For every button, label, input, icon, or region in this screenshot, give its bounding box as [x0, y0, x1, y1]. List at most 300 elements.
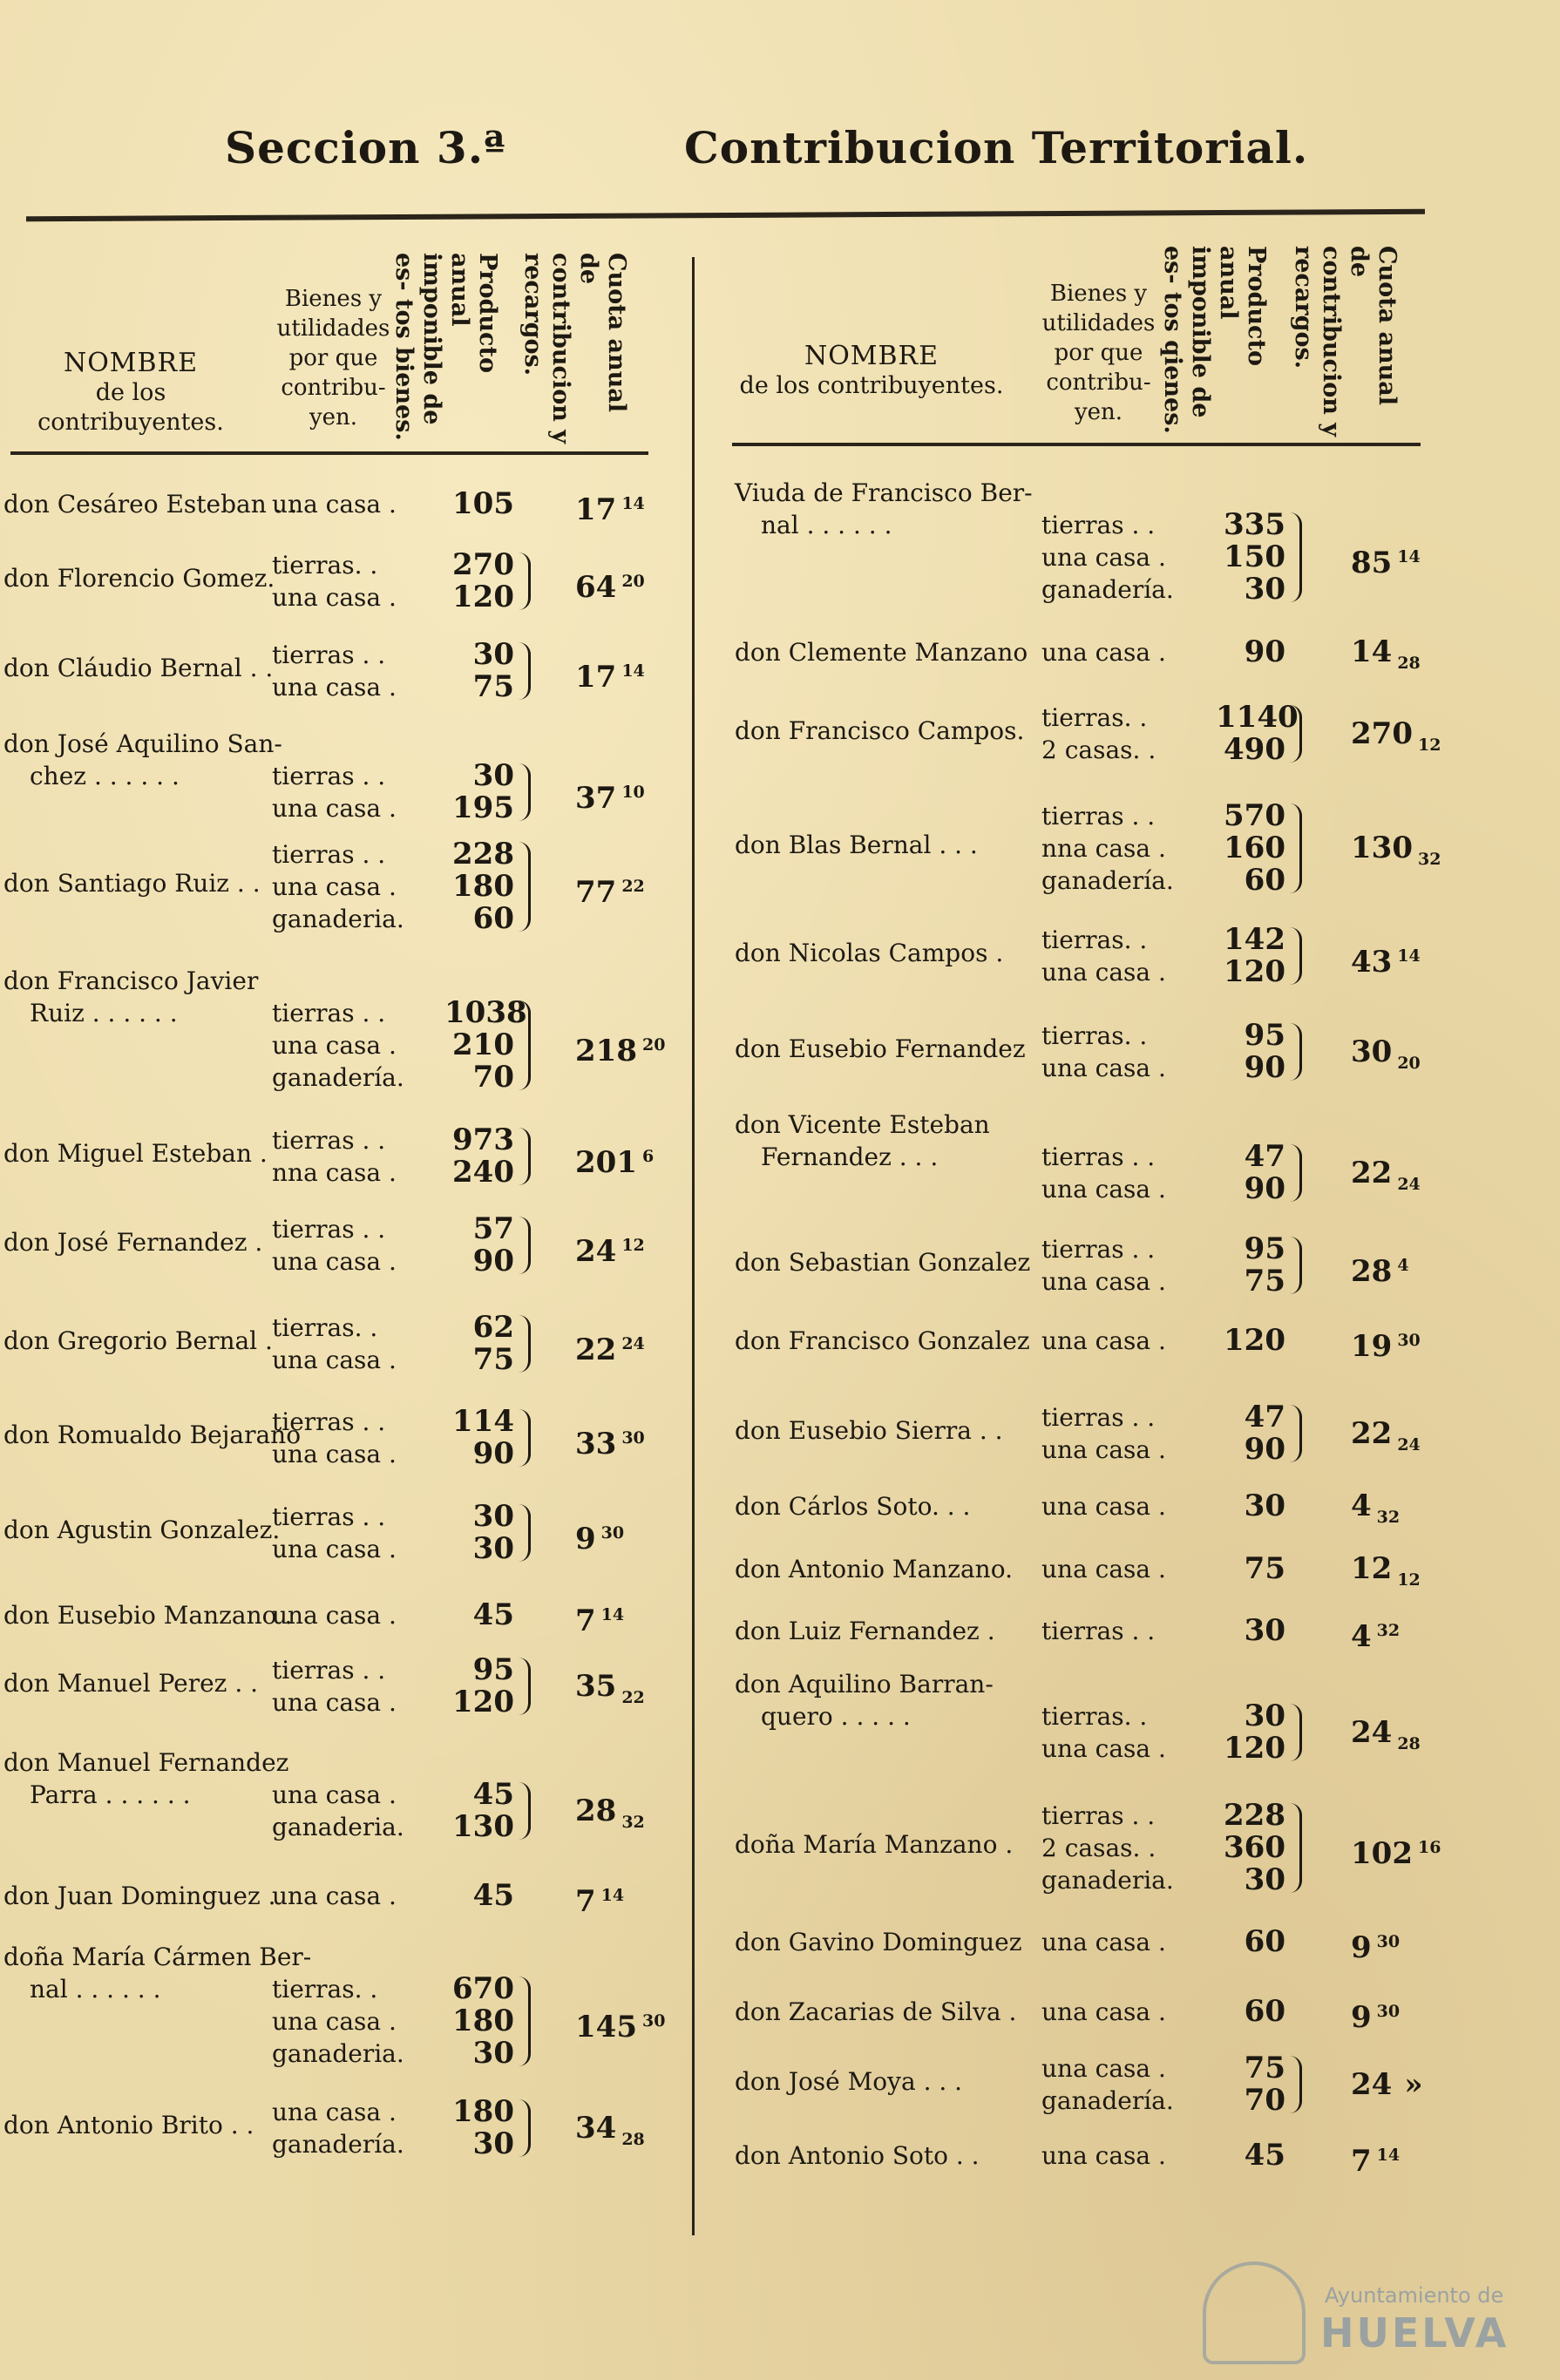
quota-main: 9: [1351, 2000, 1372, 2035]
property-item: una casa .: [1041, 1928, 1166, 1956]
taxable-value: 30: [1244, 1613, 1285, 1648]
quota-fraction: 20: [641, 1035, 666, 1054]
property-item: una casa .: [272, 2098, 397, 2126]
annual-quota: [1351, 1926, 1400, 1964]
taxable-value: 60: [472, 901, 514, 936]
quota-main: 43: [1351, 944, 1393, 980]
taxable-value: 90: [1244, 1432, 1285, 1467]
contributor-name: don Francisco Campos.: [735, 715, 1025, 745]
contributor-name: doña María Manzano .: [735, 1830, 1014, 1859]
quota-main: 24: [1351, 1714, 1393, 1750]
property-item: tierras. .: [1041, 926, 1148, 954]
header-bienes-5: yen.: [1074, 399, 1123, 425]
taxable-value: 120: [452, 580, 514, 614]
property-item: una casa .: [1041, 543, 1166, 572]
annual-quota: [1351, 832, 1441, 876]
property-item: tierras . .: [272, 641, 386, 669]
taxable-value: 160: [1224, 831, 1285, 865]
quota-fraction: 24: [1397, 1434, 1421, 1454]
quota-fraction: 16: [1417, 1838, 1441, 1857]
property-item: una casa .: [272, 1440, 397, 1468]
quota-main: 4: [1351, 1619, 1372, 1654]
header-name-sub: de los contribuyentes.: [37, 379, 224, 436]
header-producto-left: Producto anual imponible de es- tos bienes.: [390, 253, 501, 441]
property-item: una casa .: [272, 2007, 397, 2036]
property-item: tierras . .: [272, 1656, 386, 1685]
property-item: tierras . .: [272, 1215, 386, 1244]
quota-main: 130: [1351, 831, 1413, 865]
quota-fraction: 32: [1376, 1621, 1401, 1640]
taxable-value: 490: [1224, 732, 1285, 767]
contributor-name: don Nicolas Campos .: [735, 938, 1004, 967]
contributor-name: don José Moya . . .: [735, 2066, 963, 2096]
brace-icon: [1287, 1803, 1302, 1893]
property-item: una casa .: [272, 1882, 397, 1910]
quota-main: 24: [575, 1233, 617, 1269]
contributor-name: don Francisco Javier: [3, 966, 259, 995]
taxable-value: 228: [452, 837, 514, 871]
quota-main: 145: [575, 2010, 637, 2044]
quota-main: 34: [575, 2110, 617, 2146]
quota-main: 22: [1351, 1155, 1393, 1190]
brace-icon: [1287, 512, 1302, 602]
property-item: 2 casas. .: [1041, 1834, 1156, 1862]
property-item: una casa .: [272, 794, 397, 823]
quota-main: 17: [575, 492, 617, 527]
taxable-value: 30: [472, 2126, 514, 2161]
brace-icon: [1287, 1704, 1302, 1761]
contributor-name: don José Aquilino San-: [3, 729, 282, 758]
quota-main: 22: [575, 1332, 617, 1367]
property-item: una casa .: [272, 1346, 397, 1374]
annual-quota: [1351, 1996, 1400, 2034]
header-bienes-right: [1027, 279, 1170, 427]
property-item: tierras . .: [272, 1502, 386, 1531]
quota-main: 9: [1351, 1930, 1372, 1965]
quota-fraction: 30: [1376, 2002, 1401, 2021]
quota-fraction: 14: [621, 661, 645, 681]
contributor-name: don José Fernandez .: [3, 1227, 263, 1257]
taxable-value: 30: [1244, 1699, 1285, 1733]
taxable-value: 30: [472, 758, 514, 793]
property-item: ganadería.: [1041, 575, 1174, 604]
annual-quota: [575, 1517, 624, 1556]
annual-quota: [1351, 940, 1421, 979]
header-bienes-2: utilidades: [1041, 310, 1156, 336]
taxable-value: 45: [472, 1777, 514, 1812]
quota-fraction: 30: [641, 2011, 666, 2031]
quota-main: 102: [1351, 1836, 1413, 1871]
annual-quota: [1351, 636, 1421, 680]
annual-quota: [575, 1029, 665, 1068]
quota-fraction: 12: [1397, 1570, 1421, 1590]
quota-main: 28: [1351, 1253, 1393, 1289]
property-item: tierras . .: [1041, 1143, 1156, 1171]
header-rule-right: [732, 443, 1421, 446]
brace-icon: [1287, 2056, 1302, 2113]
taxable-value: 180: [452, 869, 514, 904]
annual-quota: [575, 871, 645, 909]
taxable-value: 670: [452, 1971, 514, 2006]
taxable-value: 180: [452, 2004, 514, 2038]
taxable-value: 75: [1244, 1264, 1285, 1298]
property-item: nna casa .: [1041, 834, 1166, 863]
header-name-label: NOMBRE: [804, 341, 939, 371]
property-item: una casa .: [1041, 1175, 1166, 1204]
quota-fraction: 14: [600, 1605, 625, 1624]
taxable-value: 90: [1244, 1171, 1285, 1206]
taxable-value: 180: [452, 2094, 514, 2129]
contributor-name: don Vicente Esteban: [735, 1110, 990, 1139]
brace-icon: [516, 1128, 531, 1185]
contributor-name: don Antonio Brito . .: [3, 2110, 254, 2139]
brace-icon: [516, 1504, 531, 1562]
taxable-value: 75: [472, 1342, 514, 1377]
taxable-value: 60: [1244, 1924, 1285, 1959]
property-item: una casa .: [1041, 1326, 1166, 1355]
property-item: una casa .: [1041, 2141, 1166, 2170]
property-item: tierras . .: [1041, 1617, 1156, 1645]
property-item: una casa .: [1041, 1435, 1166, 1464]
brace-icon: [1287, 804, 1302, 893]
quota-fraction: 20: [621, 571, 645, 591]
property-item: una casa .: [272, 1601, 397, 1630]
brace-icon: [1287, 705, 1302, 763]
annual-quota: [1351, 2139, 1400, 2178]
property-item: una casa .: [272, 1688, 397, 1717]
header-bienes-3: por que: [1054, 340, 1143, 366]
taxable-value: 60: [1244, 863, 1285, 898]
annual-quota: [575, 2112, 645, 2156]
property-item: una casa .: [1041, 1555, 1166, 1583]
taxable-value: 57: [472, 1211, 514, 1246]
quota-fraction: 6: [641, 1146, 655, 1166]
page-title: Contribucion Territorial.: [684, 122, 1309, 173]
property-item: ganadería.: [272, 2130, 404, 2159]
brace-icon: [516, 842, 531, 932]
header-name-right: [732, 342, 1011, 401]
brace-icon: [516, 553, 531, 610]
property-item: una casa .: [1041, 958, 1166, 987]
annual-quota: [575, 1795, 645, 1839]
contributor-name: don Aquilino Barran-: [735, 1670, 994, 1699]
property-item: tierras . .: [272, 1126, 386, 1155]
taxable-value: 60: [1244, 1994, 1285, 2029]
contributor-name: don Eusebio Fernandez: [735, 1034, 1026, 1063]
quota-fraction: 22: [621, 1687, 645, 1707]
contributor-name: don Zacarias de Silva .: [735, 1997, 1017, 2026]
contributor-name: don Gregorio Bernal .: [3, 1326, 273, 1355]
taxable-value: 105: [452, 486, 514, 521]
taxable-value: 195: [452, 790, 514, 825]
brace-icon: [516, 1409, 531, 1467]
stamp-line-1: Ayuntamiento de: [1325, 2283, 1504, 2308]
quota-fraction: 24: [1397, 1174, 1421, 1194]
property-item: una casa .: [272, 583, 397, 612]
property-item: ganadería.: [1041, 2086, 1174, 2115]
header-producto-right: Producto anual imponible de es- tos qienes.: [1159, 246, 1270, 434]
quota-main: 19: [1351, 1329, 1393, 1364]
property-item: tierras . .: [272, 840, 386, 869]
header-bienes-1: Bienes y: [284, 286, 383, 312]
property-item: ganaderia.: [272, 1813, 404, 1841]
contributor-name: don Luiz Fernandez .: [735, 1617, 995, 1645]
property-item: nna casa .: [272, 1158, 397, 1187]
taxable-value: 95: [472, 1652, 514, 1687]
taxable-value: 150: [1224, 539, 1285, 574]
property-item: una casa .: [1041, 1734, 1166, 1763]
column-divider: [692, 257, 695, 2235]
property-item: tierras. .: [1041, 1021, 1148, 1050]
quota-main: 7: [1351, 2144, 1372, 2179]
taxable-value: 30: [1244, 1862, 1285, 1897]
annual-quota: [1351, 1325, 1421, 1363]
taxable-value: 973: [452, 1122, 514, 1157]
contributor-name: don Cesáreo Esteban . .: [3, 490, 298, 519]
contributor-name: don Blas Bernal . . .: [735, 831, 978, 859]
contributor-name: don Clemente Manzano: [735, 638, 1028, 667]
quota-main: 270: [1351, 715, 1413, 751]
property-item: tierras. .: [1041, 1702, 1148, 1731]
taxable-value: 30: [472, 1531, 514, 1566]
quota-main: 64: [575, 569, 617, 605]
contributor-name: don Agustin Gonzalez.: [3, 1515, 281, 1544]
quota-fraction: 12: [621, 1235, 645, 1255]
contributor-name: don Antonio Soto . .: [735, 2141, 980, 2170]
header-bienes-left: [261, 284, 405, 432]
brace-icon: [516, 763, 531, 821]
city-seal-icon: [1203, 2261, 1306, 2364]
property-item: tierras . .: [272, 999, 386, 1027]
taxable-value: 30: [472, 1499, 514, 1534]
quota-main: 85: [1351, 546, 1393, 580]
annual-quota: [1351, 1615, 1400, 1653]
annual-quota: [575, 1599, 624, 1638]
quota-fraction: 32: [1376, 1508, 1401, 1527]
quota-fraction: 30: [1376, 1932, 1401, 1951]
quota-main: 77: [575, 875, 617, 910]
quota-main: 33: [575, 1426, 617, 1461]
property-item: una casa .: [272, 673, 397, 702]
taxable-value: 120: [452, 1685, 514, 1719]
header-name-left: [0, 349, 261, 437]
quota-fraction: 24: [621, 1333, 645, 1353]
quota-fraction: 30: [1397, 1331, 1421, 1350]
contributor-name: don Romualdo Bejarano: [3, 1420, 302, 1449]
taxable-value: 45: [472, 1597, 514, 1632]
contributor-name: don Antonio Manzano.: [735, 1555, 1013, 1583]
taxable-value: 90: [1244, 634, 1285, 669]
quota-fraction: 30: [600, 1522, 625, 1543]
header-cuota-left: Cuota anual de contribucion y recargos.: [519, 253, 630, 444]
quota-main: 17: [575, 659, 617, 695]
taxable-value: 45: [472, 1878, 514, 1913]
taxable-value: 570: [1224, 798, 1285, 833]
header-bienes-2: utilidades: [276, 315, 390, 342]
brace-icon: [516, 1000, 531, 1090]
quota-main: 201: [575, 1144, 637, 1180]
quota-main: 218: [575, 1034, 637, 1068]
property-item: tierras . .: [1041, 1403, 1156, 1432]
property-item: tierras . .: [272, 762, 386, 790]
contributor-name: don Cláudio Bernal . .: [3, 653, 274, 682]
quota-fraction: 32: [621, 1812, 645, 1832]
header-bienes-5: yen.: [309, 404, 358, 431]
contributor-name: don Santiago Ruiz . .: [3, 869, 261, 898]
brace-icon: [516, 1217, 531, 1274]
annual-quota: [1351, 541, 1421, 580]
contributor-name-cont: quero . . . . .: [761, 1702, 911, 1731]
taxable-value: 30: [1244, 1488, 1285, 1523]
contributor-name: Viuda de Francisco Ber-: [735, 478, 1033, 507]
property-item: una casa .: [272, 1780, 397, 1809]
header-rule-left: [10, 451, 648, 455]
quota-main: 9: [575, 1521, 596, 1556]
taxable-value: 47: [1244, 1139, 1285, 1174]
stamp-line-2: HUELVA: [1320, 2309, 1509, 2356]
annual-quota: [575, 1230, 645, 1268]
property-item: una casa .: [272, 1535, 397, 1563]
brace-icon: [1287, 1023, 1302, 1081]
annual-quota: [575, 1668, 645, 1714]
annual-quota: [575, 776, 645, 815]
annual-quota: [575, 2005, 665, 2044]
annual-quota: [1351, 2066, 1423, 2102]
quota-main: 12: [1351, 1551, 1393, 1586]
taxable-value: 45: [1244, 2138, 1285, 2173]
header-cuota-right: Cuota anual de contribucion y recargos.: [1290, 246, 1401, 437]
annual-quota: [1351, 1714, 1421, 1760]
annual-quota: [1351, 1250, 1409, 1288]
header-bienes-4: contribu-: [281, 375, 386, 401]
annual-quota: [1351, 1490, 1400, 1534]
property-item: una casa .: [272, 490, 397, 519]
contributor-name-cont: chez . . . . . .: [30, 762, 180, 790]
contributor-name-cont: nal . . . . . .: [30, 1975, 161, 2004]
quota-fraction: 28: [1397, 654, 1421, 673]
quota-fraction: 20: [1397, 1053, 1421, 1073]
property-item: tierras. .: [1041, 703, 1148, 732]
taxable-value: 142: [1224, 922, 1285, 957]
contributor-name: don Juan Dominguez .: [3, 1882, 276, 1910]
property-item: ganaderia.: [1041, 1866, 1174, 1895]
taxable-value: 30: [472, 2036, 514, 2071]
taxable-value: 75: [1244, 1551, 1285, 1586]
quota-main: 30: [1351, 1034, 1393, 1069]
taxable-value: 90: [472, 1244, 514, 1278]
taxable-value: 90: [1244, 1050, 1285, 1085]
property-item: una casa .: [272, 1247, 397, 1276]
brace-icon: [1287, 927, 1302, 985]
property-item: tierras. .: [272, 1313, 378, 1342]
section-title: Seccion 3.ª: [225, 122, 506, 173]
quota-fraction: 14: [621, 494, 645, 513]
quota-main: 7: [575, 1604, 596, 1638]
quota-fraction: 10: [621, 782, 645, 802]
property-item: tierras . .: [272, 1407, 386, 1436]
header-name-sub: de los contribuyentes.: [739, 372, 1004, 399]
annual-quota: [1351, 1036, 1421, 1080]
quota-main: 7: [575, 1884, 596, 1919]
property-item: tierras . .: [1041, 511, 1156, 539]
brace-icon: [1287, 1144, 1302, 1202]
property-item: una casa .: [272, 872, 397, 901]
property-item: 2 casas. .: [1041, 736, 1156, 764]
property-item: ganaderia.: [272, 2039, 404, 2068]
taxable-value: 70: [1244, 2083, 1285, 2118]
quota-fraction: 28: [621, 2129, 645, 2149]
annual-quota: [575, 566, 645, 604]
annual-quota: [1351, 1157, 1421, 1201]
property-item: una casa .: [1041, 638, 1166, 667]
contributor-name: don Cárlos Soto. . .: [735, 1492, 971, 1521]
taxable-value: 114: [452, 1404, 514, 1439]
quota-fraction: »: [1404, 2066, 1423, 2102]
taxable-value: 1038: [444, 995, 527, 1030]
quota-fraction: 22: [621, 877, 645, 896]
header-bienes-1: Bienes y: [1049, 281, 1148, 307]
quota-main: 37: [575, 780, 617, 816]
property-item: tierras . .: [1041, 1801, 1156, 1830]
brace-icon: [1287, 1237, 1302, 1294]
quota-main: 28: [575, 1793, 617, 1828]
taxable-value: 75: [1244, 2051, 1285, 2085]
annual-quota: [575, 655, 645, 694]
taxable-value: 30: [1244, 572, 1285, 607]
brace-icon: [516, 1315, 531, 1373]
contributor-name: don Gavino Dominguez: [735, 1928, 1022, 1956]
quota-fraction: 4: [1397, 1255, 1409, 1275]
taxable-value: 240: [452, 1155, 514, 1190]
annual-quota: [575, 1141, 654, 1179]
property-item: una casa .: [1041, 1492, 1166, 1521]
property-item: una casa .: [1041, 1054, 1166, 1082]
annual-quota: [575, 1880, 624, 1918]
top-rule: [26, 209, 1425, 221]
property-item: tierras . .: [1041, 1235, 1156, 1264]
taxable-value: 95: [1244, 1018, 1285, 1053]
taxable-value: 30: [472, 637, 514, 672]
taxable-value: 335: [1224, 507, 1285, 542]
quota-fraction: 14: [1397, 547, 1421, 566]
annual-quota: [575, 1328, 645, 1366]
taxable-value: 1140: [1216, 700, 1299, 735]
annual-quota: [575, 1422, 645, 1461]
annual-quota: [1351, 1415, 1421, 1461]
quota-fraction: 30: [621, 1427, 645, 1448]
property-item: ganadería.: [1041, 866, 1174, 895]
contributor-name: don Eusebio Manzano .: [3, 1601, 293, 1630]
annual-quota: [1351, 1553, 1421, 1597]
contributor-name-cont: Ruiz . . . . . .: [30, 999, 178, 1027]
property-item: ganaderia.: [272, 905, 404, 933]
annual-quota: [1351, 1832, 1441, 1870]
quota-fraction: 12: [1417, 735, 1441, 755]
contributor-name: don Francisco Gonzalez: [735, 1326, 1030, 1355]
annual-quota: [575, 488, 645, 526]
quota-fraction: 28: [1397, 1733, 1421, 1753]
quota-main: 4: [1351, 1488, 1372, 1523]
taxable-value: 120: [1224, 1731, 1285, 1766]
taxable-value: 270: [452, 547, 514, 582]
taxable-value: 75: [472, 669, 514, 704]
property-item: una casa .: [272, 1031, 397, 1060]
brace-icon: [516, 2099, 531, 2157]
property-item: una casa .: [1041, 1267, 1166, 1296]
quota-fraction: 14: [600, 1886, 625, 1905]
taxable-value: 70: [472, 1060, 514, 1095]
contributor-name: don Manuel Fernandez: [3, 1748, 289, 1777]
